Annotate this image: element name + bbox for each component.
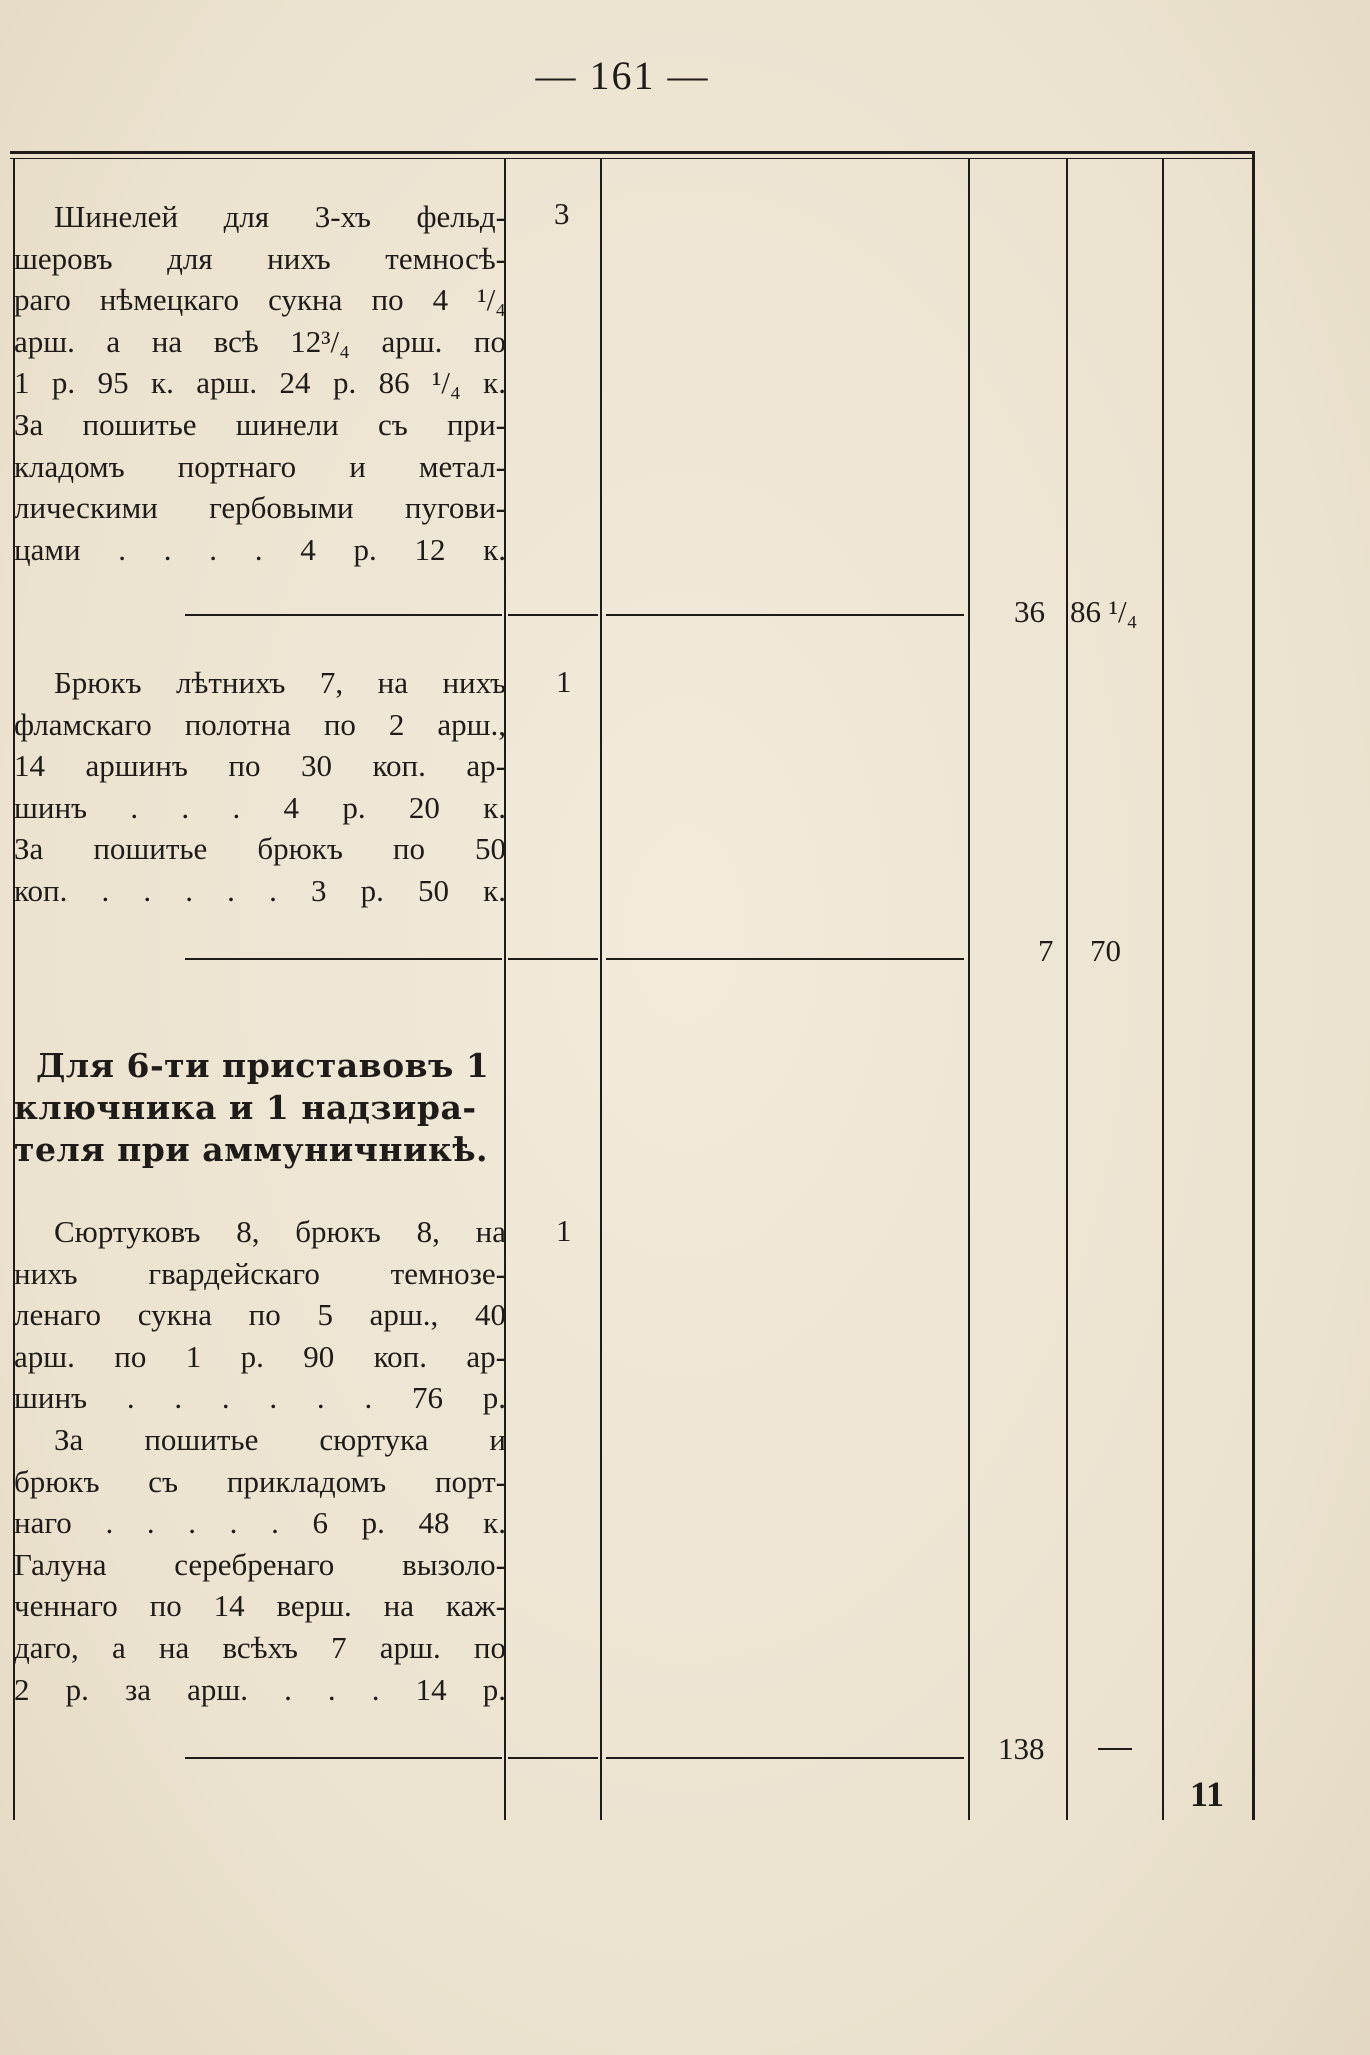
entry-3-rule-text	[185, 1757, 502, 1759]
section-line: брюкъ съ прикладомъ порт-	[14, 1463, 506, 1499]
entry-1-description	[14, 196, 506, 570]
column-rule-blank	[968, 158, 970, 1820]
entry-2-kopecks: 70	[1090, 933, 1121, 968]
column-rule-right	[1252, 151, 1255, 1820]
entry-2-count: 1	[556, 664, 572, 699]
column-rule-rubles	[1066, 158, 1068, 1820]
entry-1-line: 1 р. 95 к. арш. 24 р. 86 ¹/₄ к.	[14, 365, 506, 401]
entry-2-rule-count	[508, 958, 598, 960]
section-line: нихъ гвардейскаго темнозе-	[14, 1255, 506, 1291]
section-line: 2 р. за арш. . . . 14 р.	[14, 1671, 506, 1707]
entry-2-rule-blank	[606, 958, 964, 960]
section-line: наго . . . . . 6 р. 48 к.	[14, 1505, 506, 1541]
entry-2-line: За пошитье брюкъ по 50	[14, 831, 506, 867]
section-line: Сюртуковъ 8, брюкъ 8, на	[54, 1214, 506, 1249]
entry-2-line: 14 аршинъ по 30 коп. ар-	[14, 748, 506, 784]
column-rule-count	[600, 158, 602, 1820]
entry-2-line: шинъ . . . 4 р. 20 к.	[14, 789, 506, 825]
entry-1-line: раго нѣмецкаго сукна по 4 ¹/₄	[14, 282, 506, 318]
section-line: даго, а на всѣхъ 7 арш. по	[14, 1629, 506, 1665]
entry-2-description	[14, 662, 506, 912]
entry-3-rule-blank	[606, 1757, 964, 1759]
entry-3-rule-count	[508, 1757, 598, 1759]
entry-3-rule-kopecks	[1098, 1748, 1132, 1750]
entry-1-rubles: 36	[1014, 594, 1045, 629]
entry-2-rubles: 7	[1038, 933, 1054, 968]
entry-1-line: арш. а на всѣ 12³/₄ арш. по	[14, 323, 506, 359]
section-count: 1	[556, 1213, 572, 1248]
section-line: За пошитье сюртука и	[54, 1421, 506, 1457]
entry-1-line: лическими гербовыми пугови-	[14, 490, 506, 526]
entry-1-kopecks: 86 ¹/₄	[1070, 594, 1138, 629]
entry-1-rule-text	[185, 614, 502, 616]
entry-1-rule-count	[508, 614, 598, 616]
section-total: 11	[1190, 1774, 1225, 1814]
entry-1-line: Шинелей для 3-хъ фельд-	[54, 199, 506, 234]
section-description	[14, 1211, 506, 1710]
entry-1-count: 3	[554, 196, 570, 231]
section-heading-line: теля при аммуничникѣ.	[14, 1130, 489, 1169]
section-line: ленаго сукна по 5 арш., 40	[14, 1297, 506, 1333]
page-number: — 161 —	[535, 53, 710, 98]
entry-2-line: Брюкъ лѣтнихъ 7, на нихъ	[54, 665, 506, 700]
section-heading-line: ключника и 1 надзира-	[14, 1088, 477, 1127]
section-heading	[14, 1045, 506, 1171]
entry-2-rule-text	[185, 958, 502, 960]
entry-2-line: коп. . . . . . 3 р. 50 к.	[14, 872, 506, 908]
entry-1-line: За пошитье шинели съ при-	[14, 406, 506, 442]
entry-1-line: кладомъ портнаго и метал-	[14, 448, 506, 484]
section-line: шинъ . . . . . . 76 р.	[14, 1380, 506, 1416]
entry-1-line: шеровъ для нихъ темносѣ-	[14, 240, 506, 276]
entry-1-rule-blank	[606, 614, 964, 616]
section-rubles: 138	[998, 1731, 1045, 1766]
entry-1-line: цами . . . . 4 р. 12 к.	[14, 531, 506, 567]
table-top-rule	[10, 151, 1252, 154]
entry-2-line: фламскаго полотна по 2 арш.,	[14, 706, 506, 742]
column-rule-kopecks	[1162, 158, 1164, 1820]
section-line: Галуна серебренаго вызоло-	[14, 1546, 506, 1582]
section-line: ченнаго по 14 верш. на каж-	[14, 1588, 506, 1624]
section-heading-line: Для 6-ти приставовъ 1	[36, 1046, 490, 1085]
section-line: арш. по 1 р. 90 коп. ар-	[14, 1338, 506, 1374]
